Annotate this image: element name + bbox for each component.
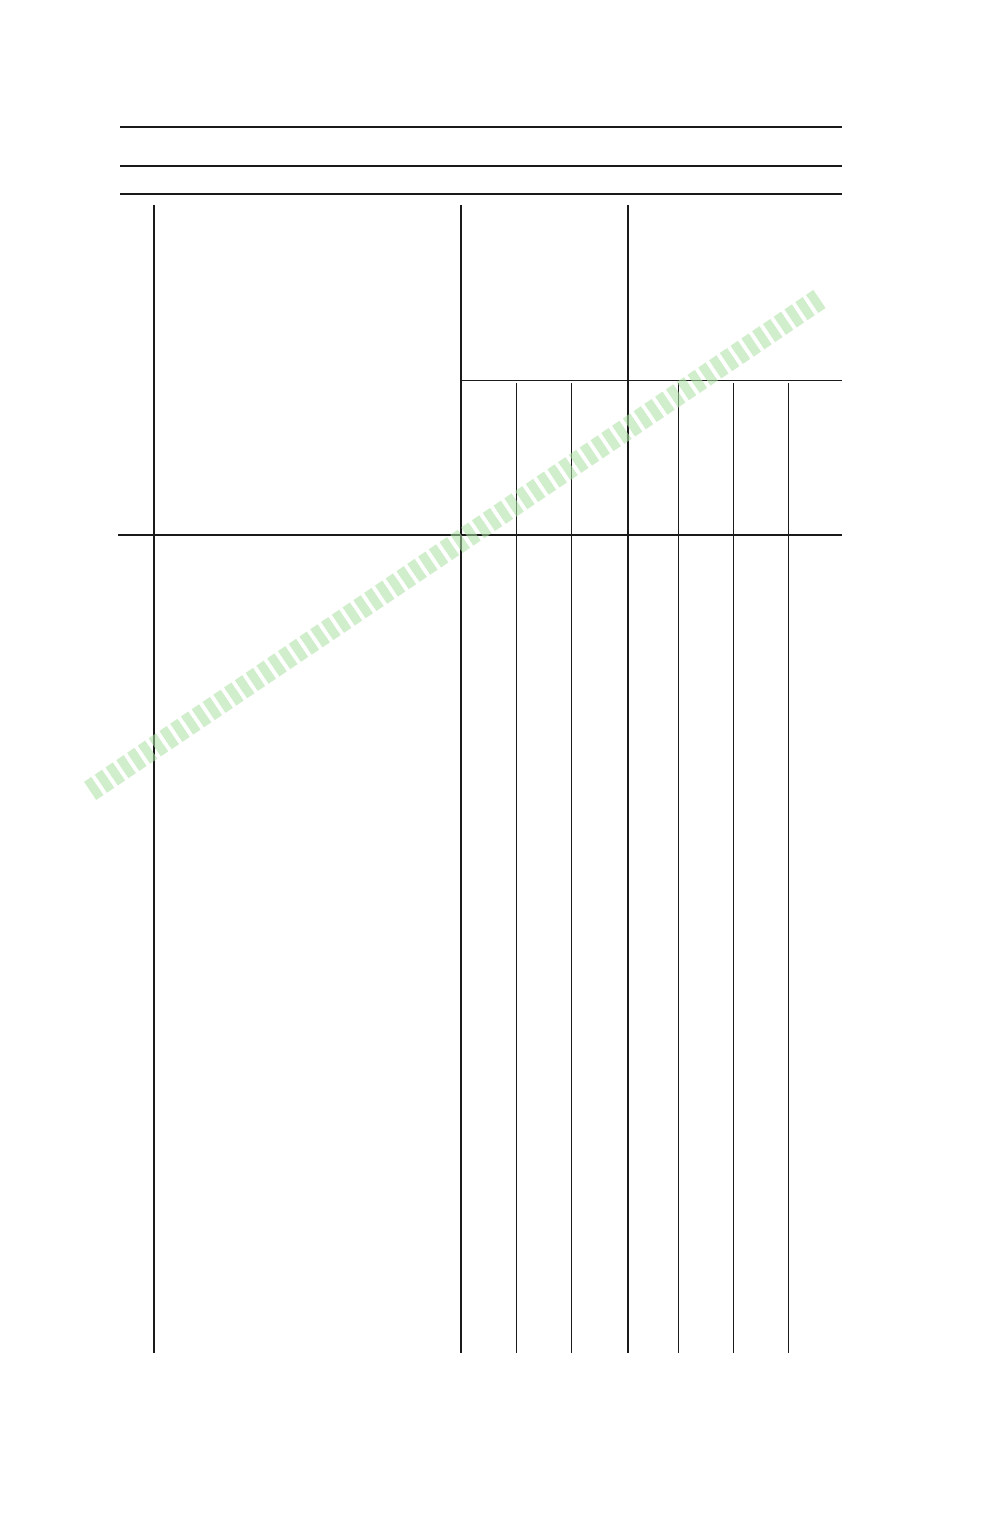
- table-top-rule: [120, 193, 842, 195]
- watermark-stripe: [84, 290, 826, 800]
- divider-fat-col: [516, 383, 517, 1353]
- name-column-header: [160, 318, 456, 362]
- divider-fat-ne-col: [678, 383, 679, 1353]
- header-bottom-rule: [120, 165, 842, 167]
- header-bottom-line: [118, 534, 842, 536]
- group-subheader-rule: [461, 380, 842, 381]
- divider-total-col: [788, 383, 789, 1353]
- divider-protein-ne-col: [733, 383, 734, 1353]
- divider-group2: [627, 205, 629, 1353]
- divider-order-col: [153, 205, 155, 1353]
- header-top-rule: [120, 126, 842, 128]
- divider-name-col: [460, 205, 462, 1353]
- divider-protein-col: [571, 383, 572, 1353]
